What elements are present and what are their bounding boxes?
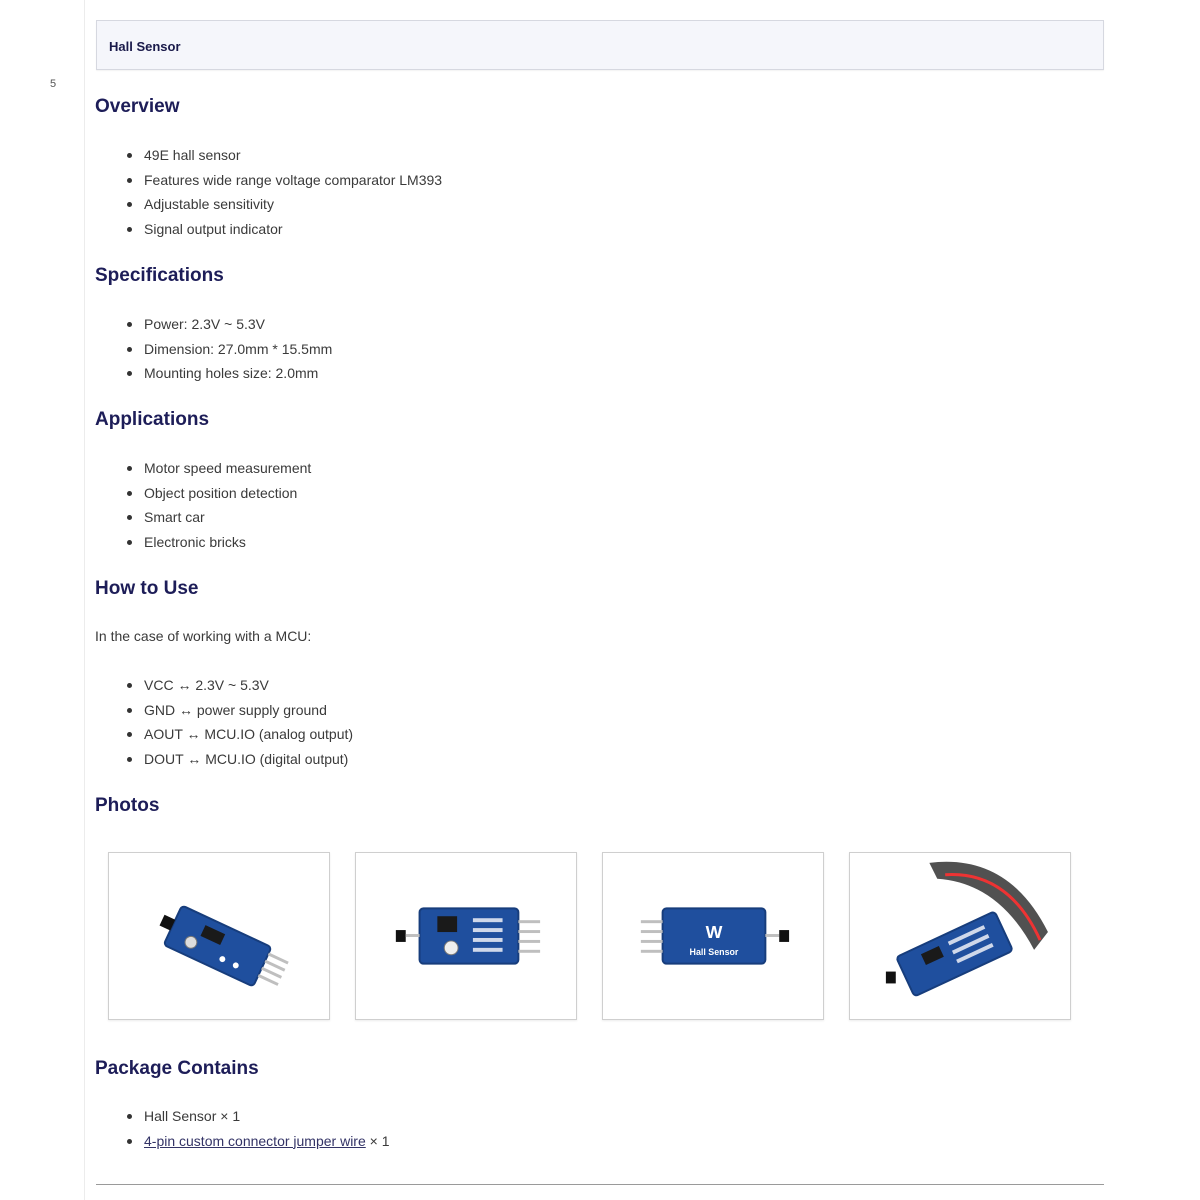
bottom-divider <box>96 1184 1104 1185</box>
list-item: Hall Sensor × 1 <box>125 1104 390 1129</box>
list-item: Signal output indicator <box>125 217 442 242</box>
photo-back[interactable] <box>602 852 824 1020</box>
list-item: 49E hall sensor <box>125 143 442 168</box>
left-divider <box>84 0 85 1200</box>
list-item: Mounting holes size: 2.0mm <box>125 361 332 386</box>
list-item: VCC ↔ 2.3V ~ 5.3V <box>125 673 353 698</box>
applications-heading: Applications <box>95 409 210 430</box>
list-item: Features wide range voltage comparator LM393 <box>125 168 442 193</box>
sensor-board-image <box>109 853 329 1019</box>
list-item: DOUT ↔ MCU.IO (digital output) <box>125 747 353 772</box>
how-to-use-heading: How to Use <box>95 578 199 599</box>
title-bar <box>96 20 1104 70</box>
board-label: Hall Sensor <box>689 946 739 957</box>
photo-front[interactable] <box>355 852 577 1020</box>
svg-text:W: W <box>705 921 723 942</box>
sensor-board-image <box>850 853 1070 1019</box>
photos-heading: Photos <box>95 795 160 816</box>
applications-list <box>125 456 311 554</box>
package-list <box>125 1104 390 1153</box>
sensor-board-image <box>603 853 823 1019</box>
list-item: Dimension: 27.0mm * 15.5mm <box>125 337 332 362</box>
list-item: Object position detection <box>125 481 311 506</box>
side-marker: 5 <box>50 78 57 90</box>
sensor-board-image <box>356 853 576 1019</box>
list-item: Power: 2.3V ~ 5.3V <box>125 312 332 337</box>
overview-heading: Overview <box>95 96 180 117</box>
list-item: Motor speed measurement <box>125 456 311 481</box>
how-to-use-list <box>125 673 353 771</box>
jumper-wire-qty: × 1 <box>365 1132 390 1149</box>
page-title: Hall Sensor <box>109 39 181 54</box>
photo-with-cable[interactable] <box>849 852 1071 1020</box>
list-item: Smart car <box>125 505 311 530</box>
list-item: GND ↔ power supply ground <box>125 698 353 723</box>
specifications-list <box>125 312 332 386</box>
list-item: Adjustable sensitivity <box>125 192 442 217</box>
overview-list <box>125 143 442 241</box>
list-item: Electronic bricks <box>125 530 311 555</box>
list-item: AOUT ↔ MCU.IO (analog output) <box>125 722 353 747</box>
package-heading: Package Contains <box>95 1058 259 1079</box>
jumper-wire-link[interactable]: 4-pin custom connector jumper wire <box>144 1132 366 1149</box>
specifications-heading: Specifications <box>95 265 224 286</box>
photo-angled-top[interactable] <box>108 852 330 1020</box>
how-to-use-intro: In the case of working with a MCU: <box>95 628 312 644</box>
list-item <box>125 1129 390 1154</box>
